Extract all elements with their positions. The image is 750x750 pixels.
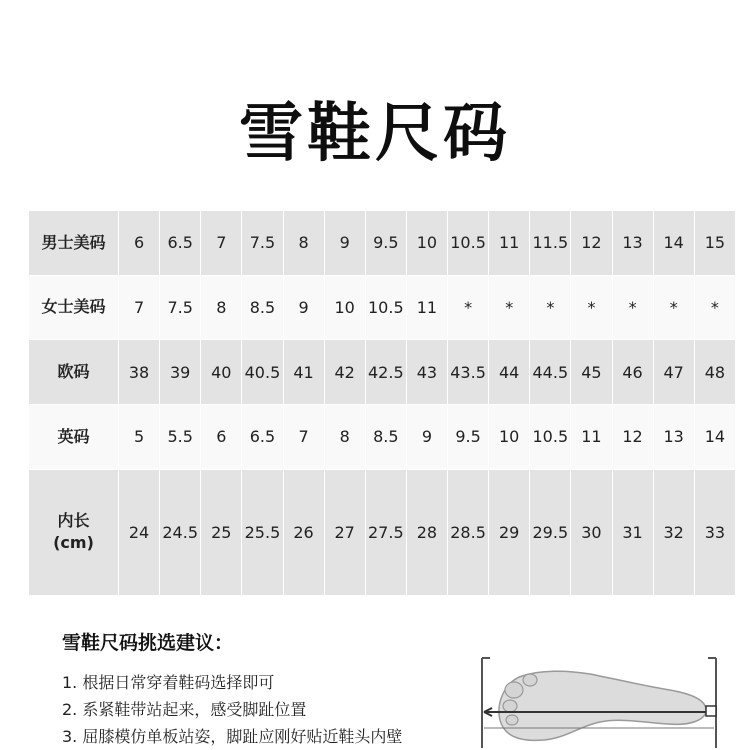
size-cell: 9.5 bbox=[448, 404, 489, 469]
size-cell: * bbox=[530, 275, 571, 340]
table-row bbox=[29, 340, 736, 405]
size-cell: 24.5 bbox=[160, 469, 201, 596]
size-cell: 44 bbox=[489, 340, 530, 405]
size-cell: 7 bbox=[283, 404, 324, 469]
size-cell: 12 bbox=[571, 211, 612, 276]
row-header: 女士美码 bbox=[29, 275, 119, 340]
size-cell: 25.5 bbox=[242, 469, 283, 596]
size-cell: 11 bbox=[489, 211, 530, 276]
size-cell: 42.5 bbox=[365, 340, 406, 405]
size-cell: 9 bbox=[283, 275, 324, 340]
size-cell: 9.5 bbox=[365, 211, 406, 276]
advice-title: 雪鞋尺码挑选建议： bbox=[62, 632, 234, 654]
size-cell: 40 bbox=[201, 340, 242, 405]
size-cell: 10 bbox=[324, 275, 365, 340]
size-cell: 27.5 bbox=[365, 469, 406, 596]
size-cell: 45 bbox=[571, 340, 612, 405]
size-cell: 11 bbox=[406, 275, 447, 340]
advice-item: 1. 根据日常穿着鞋码选择即可 bbox=[62, 673, 275, 692]
size-cell: 9 bbox=[324, 211, 365, 276]
size-cell: * bbox=[448, 275, 489, 340]
size-cell: 15 bbox=[694, 211, 735, 276]
size-cell: 10 bbox=[489, 404, 530, 469]
row-header: 欧码 bbox=[29, 340, 119, 405]
size-cell: 10.5 bbox=[448, 211, 489, 276]
foot-in-boot-illustration bbox=[470, 652, 730, 748]
size-cell: * bbox=[612, 275, 653, 340]
size-cell: 27 bbox=[324, 469, 365, 596]
size-cell: 41 bbox=[283, 340, 324, 405]
size-cell: 11 bbox=[571, 404, 612, 469]
size-cell: 8.5 bbox=[365, 404, 406, 469]
size-cell: 12 bbox=[612, 404, 653, 469]
row-header-unit: (cm) bbox=[53, 533, 94, 553]
size-cell: 13 bbox=[612, 211, 653, 276]
row-header-line: 内长 bbox=[57, 511, 90, 531]
size-cell: * bbox=[653, 275, 694, 340]
size-cell: 29.5 bbox=[530, 469, 571, 596]
page-title: 雪鞋尺码 bbox=[239, 97, 511, 171]
size-cell: 24 bbox=[119, 469, 160, 596]
size-cell: 10.5 bbox=[365, 275, 406, 340]
size-cell: 6.5 bbox=[160, 211, 201, 276]
table-row bbox=[29, 275, 736, 340]
size-advice bbox=[62, 628, 502, 750]
size-cell: 5.5 bbox=[160, 404, 201, 469]
size-cell: 6.5 bbox=[242, 404, 283, 469]
size-cell: 47 bbox=[653, 340, 694, 405]
size-cell: 46 bbox=[612, 340, 653, 405]
size-cell: 7 bbox=[119, 275, 160, 340]
size-cell: 48 bbox=[694, 340, 735, 405]
size-cell: 13 bbox=[653, 404, 694, 469]
size-cell: 8 bbox=[201, 275, 242, 340]
size-cell: 42 bbox=[324, 340, 365, 405]
size-cell: 40.5 bbox=[242, 340, 283, 405]
row-header: 男士美码 bbox=[29, 211, 119, 276]
size-cell: 10 bbox=[406, 211, 447, 276]
size-cell: 9 bbox=[406, 404, 447, 469]
table-row bbox=[29, 404, 736, 469]
row-header bbox=[29, 469, 119, 596]
advice-item: 3. 屈膝模仿单板站姿，脚趾应刚好贴近鞋头内壁 bbox=[62, 727, 403, 746]
table-row bbox=[29, 469, 736, 596]
advice-item: 2. 系紧鞋带站起来，感受脚趾位置 bbox=[62, 700, 307, 719]
size-cell: 7 bbox=[201, 211, 242, 276]
size-cell: 26 bbox=[283, 469, 324, 596]
size-cell: 30 bbox=[571, 469, 612, 596]
size-cell: 7.5 bbox=[160, 275, 201, 340]
size-cell: 28.5 bbox=[448, 469, 489, 596]
size-cell: 8 bbox=[283, 211, 324, 276]
size-cell: 7.5 bbox=[242, 211, 283, 276]
size-cell: 43 bbox=[406, 340, 447, 405]
size-cell: 32 bbox=[653, 469, 694, 596]
size-cell: 25 bbox=[201, 469, 242, 596]
size-cell: 6 bbox=[201, 404, 242, 469]
row-header: 英码 bbox=[29, 404, 119, 469]
size-cell: 39 bbox=[160, 340, 201, 405]
size-cell: 14 bbox=[653, 211, 694, 276]
size-cell: * bbox=[571, 275, 612, 340]
size-cell: 29 bbox=[489, 469, 530, 596]
size-cell: 10.5 bbox=[530, 404, 571, 469]
table-row bbox=[29, 211, 736, 276]
size-cell: 5 bbox=[119, 404, 160, 469]
size-cell: 14 bbox=[694, 404, 735, 469]
size-cell: 8.5 bbox=[242, 275, 283, 340]
size-chart-table bbox=[28, 210, 736, 596]
size-cell: 11.5 bbox=[530, 211, 571, 276]
size-cell: * bbox=[489, 275, 530, 340]
size-cell: 43.5 bbox=[448, 340, 489, 405]
size-cell: 28 bbox=[406, 469, 447, 596]
size-cell: 44.5 bbox=[530, 340, 571, 405]
size-cell: 31 bbox=[612, 469, 653, 596]
size-cell: 33 bbox=[694, 469, 735, 596]
size-cell: 38 bbox=[119, 340, 160, 405]
size-cell: * bbox=[694, 275, 735, 340]
size-cell: 8 bbox=[324, 404, 365, 469]
size-cell: 6 bbox=[119, 211, 160, 276]
